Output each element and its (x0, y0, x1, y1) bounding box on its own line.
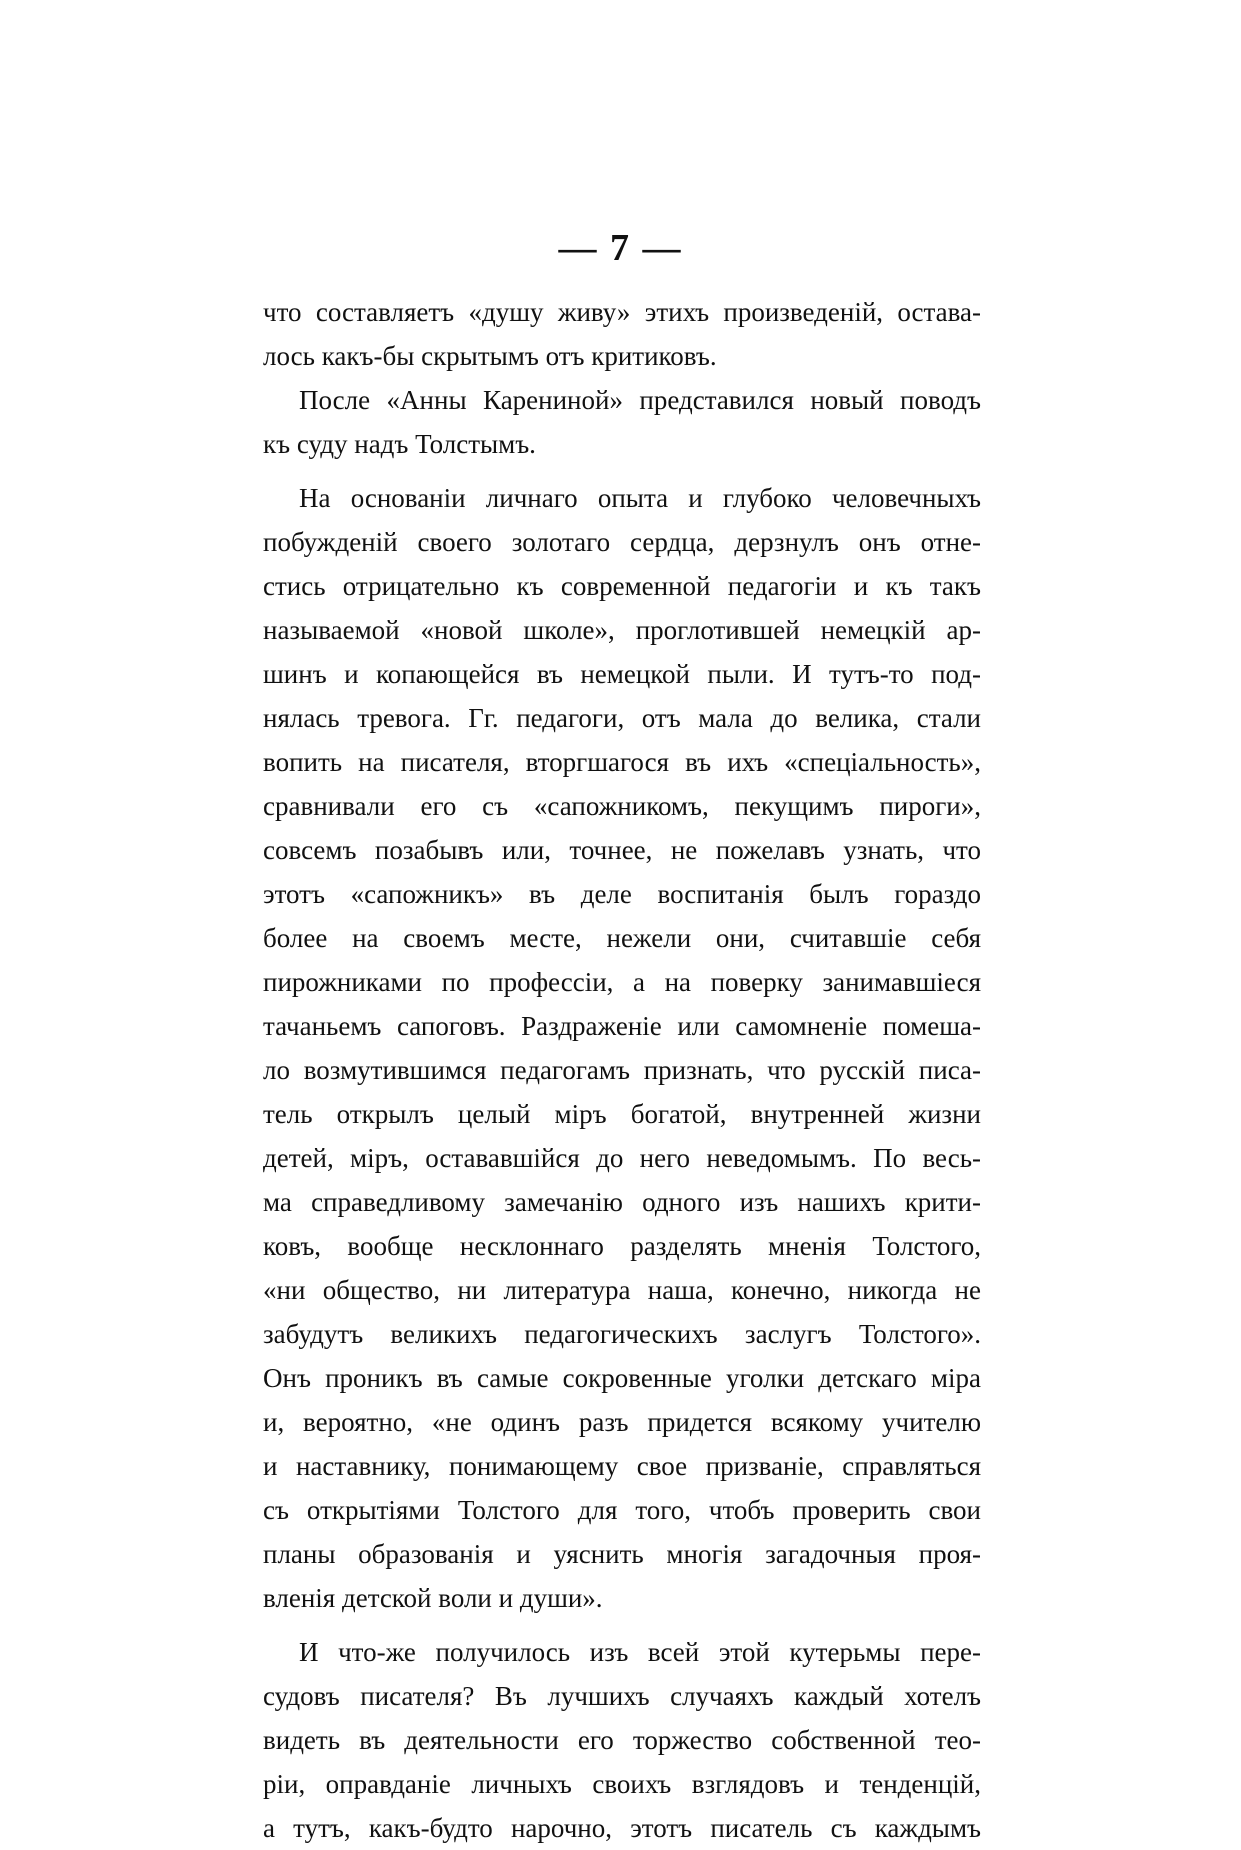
text-line: вленія детской воли и души». (263, 1583, 603, 1613)
text-line: детей, міръ, остававшійся до него неведомымъ. По весь- (263, 1143, 981, 1173)
text-line: Онъ проникъ въ самые сокровенные уголки детскаго міра (263, 1363, 981, 1393)
text-line: пирожниками по профессіи, а на поверку занимавшіеся (263, 967, 981, 997)
text-line: судовъ писателя? Въ лучшихъ случаяхъ каждый хотелъ (263, 1681, 981, 1711)
body-text (263, 290, 981, 1850)
text-line: а тутъ, какъ-будто нарочно, этотъ писатель съ каждымъ (263, 1813, 981, 1843)
text-line: И что-же получилось изъ всей этой кутерьмы пере- (299, 1637, 981, 1667)
text-line: называемой «новой школе», проглотившей немецкій ар- (263, 615, 981, 645)
text-line: и, вероятно, «не одинъ разъ придется всякому учителю (263, 1407, 981, 1437)
text-line: более на своемъ месте, нежели они, считавшіе себя (263, 923, 981, 953)
text-line: видеть въ деятельности его торжество собственной тео- (263, 1725, 981, 1755)
text-line: ма справедливому замечанію одного изъ нашихъ крити- (263, 1187, 981, 1217)
text-line: На основаніи личнаго опыта и глубоко человечныхъ (299, 483, 981, 513)
text-line: къ суду надъ Толстымъ. (263, 429, 536, 459)
text-line: этотъ «сапожникъ» въ деле воспитанія былъ гораздо (263, 879, 981, 909)
text-line: что составляетъ «душу живу» этихъ произведеній, остава- (263, 297, 981, 327)
text-line: шинъ и копающейся въ немецкой пыли. И тутъ-то под- (263, 659, 981, 689)
text-line: «ни общество, ни литература наша, конечно, никогда не (263, 1275, 981, 1305)
text-line: нялась тревога. Гг. педагоги, отъ мала до велика, стали (263, 703, 981, 733)
text-line: тачаньемъ сапоговъ. Раздраженіе или самомненіе помеша- (263, 1011, 981, 1041)
text-line: ло возмутившимся педагогамъ признать, что русскій писа- (263, 1055, 981, 1085)
text-line: ріи, оправданіе личныхъ своихъ взглядовъ и тенденцій, (263, 1769, 981, 1799)
text-line: лось какъ-бы скрытымъ отъ критиковъ. (263, 341, 717, 371)
text-line: планы образованія и уяснить многія загадочныя проя- (263, 1539, 981, 1569)
text-line: и наставнику, понимающему свое призваніе, справляться (263, 1451, 981, 1481)
text-line: стись отрицательно къ современной педагогіи и къ такъ (263, 571, 981, 601)
text-line: После «Анны Карениной» представился новый поводъ (299, 385, 981, 415)
text-line: вопить на писателя, вторгшагося въ ихъ «спеціальность», (263, 747, 981, 777)
text-line: совсемъ позабывъ или, точнее, не пожелавъ узнать, что (263, 835, 981, 865)
text-line: съ открытіями Толстого для того, чтобъ проверить свои (263, 1495, 981, 1525)
text-line: забудутъ великихъ педагогическихъ заслугъ Толстого». (263, 1319, 981, 1349)
text-line: тель открылъ целый міръ богатой, внутренней жизни (263, 1099, 981, 1129)
text-line: ковъ, вообще несклоннаго разделять мненія Толстого, (263, 1231, 981, 1261)
page-number: — 7 — (558, 227, 683, 269)
text-line: сравнивали его съ «сапожникомъ, пекущимъ пироги», (263, 791, 981, 821)
text-line: побужденій своего золотаго сердца, дерзнулъ онъ отне- (263, 527, 981, 557)
